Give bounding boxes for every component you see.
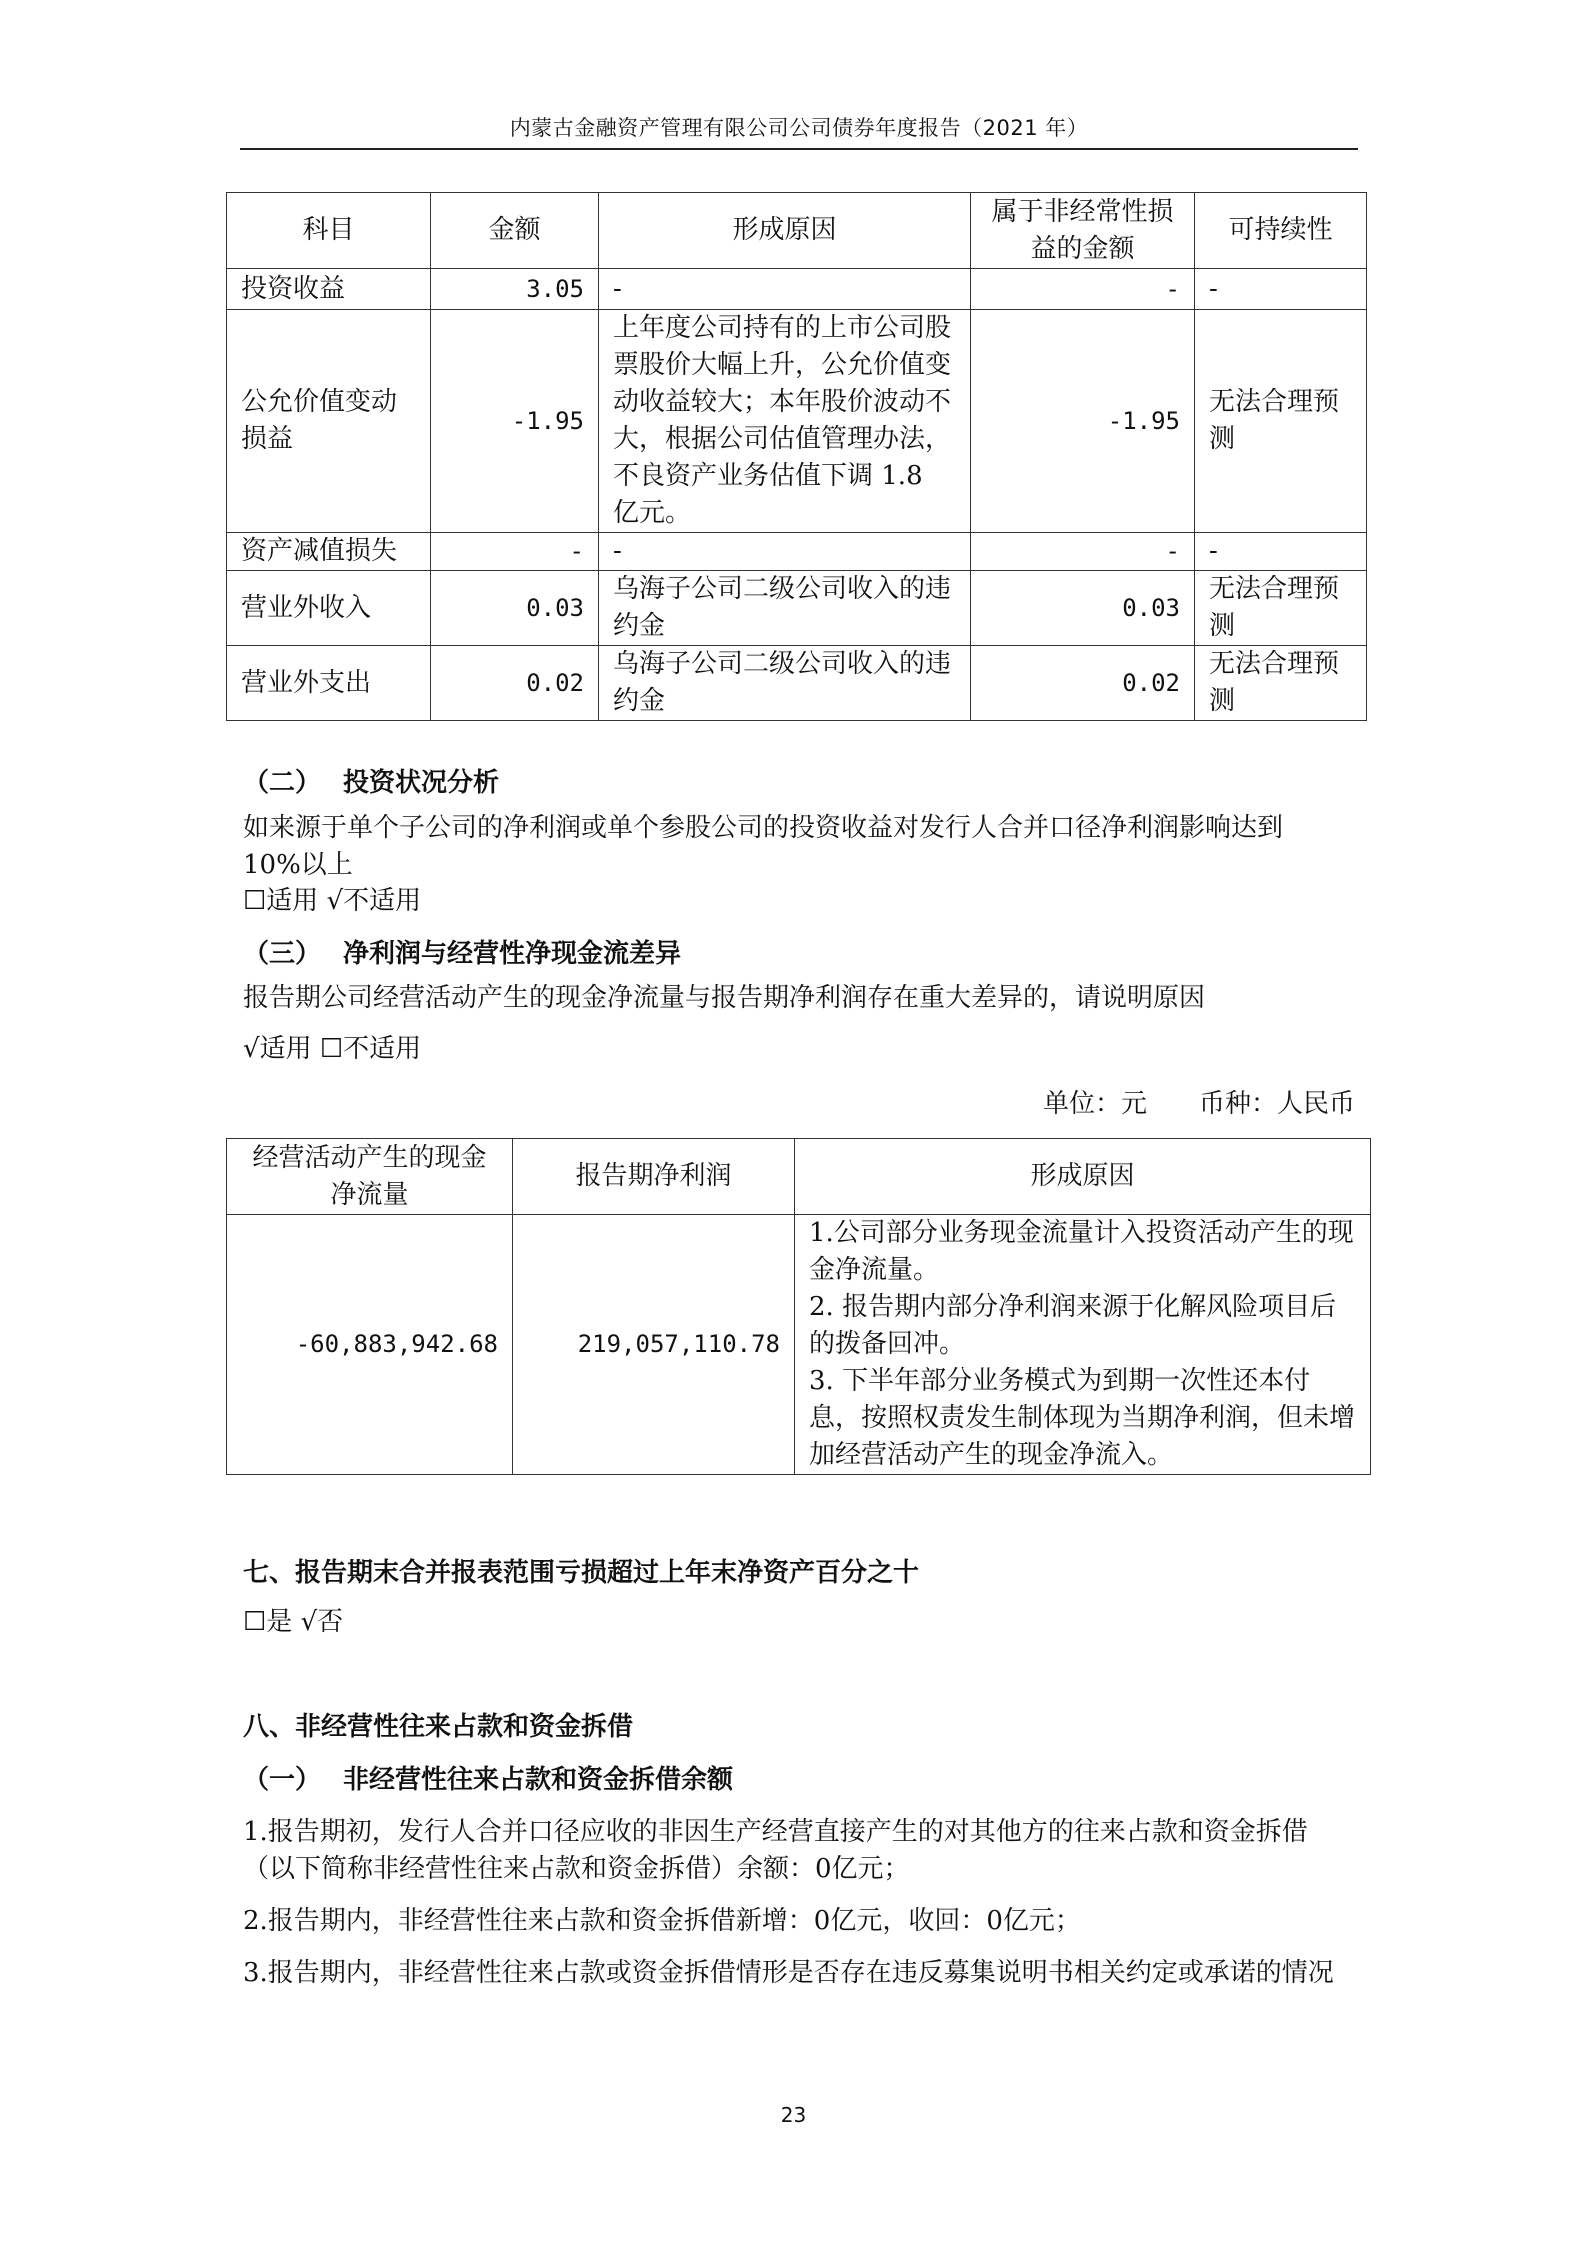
unit-currency-note: 单位：元 币种：人民币 [1042,1089,1355,1119]
section-title: 非经营性往来占款和资金拆借余额 [343,1765,734,1795]
cell-nonrecurring: - [971,269,1195,310]
cell-nonrecurring: 0.02 [971,646,1195,721]
cell-net-profit: 219,057,110.78 [513,1215,795,1475]
section-label: （二） [243,768,322,798]
reason-item: 1.公司部分业务现金流量计入投资活动产生的现金净流量。 [809,1218,1354,1285]
cell-sustainability: 无法合理预测 [1195,646,1367,721]
cell-sustainability: 无法合理预测 [1195,571,1367,646]
table-header-row [227,1139,1371,1215]
section-heading-investment [243,765,1343,802]
column-header: 科目 [227,193,431,269]
cell-amount: -1.95 [431,310,599,533]
cell-cashflow: -60,883,942.68 [227,1215,513,1475]
section-label: （三） [243,939,322,969]
cell-amount: 0.03 [431,571,599,646]
table-row [227,646,1367,721]
table-header-row [227,193,1367,269]
table-row [227,1215,1371,1475]
cell-item: 投资收益 [227,269,431,310]
column-header: 报告期净利润 [513,1139,795,1215]
cell-sustainability: 无法合理预测 [1195,310,1367,533]
section8-heading: 八、非经营性往来占款和资金拆借 [243,1712,634,1742]
section8-item-3: 3.报告期内，非经营性往来占款或资金拆借情形是否存在违反募集说明书相关约定或承诺的情况 [243,1958,1334,1988]
section-label: （一） [243,1765,322,1795]
cell-amount: 0.02 [431,646,599,721]
cell-reason: 乌海子公司二级公司收入的违约金 [599,646,971,721]
cell-reasons [795,1215,1371,1475]
section8-item-2: 2.报告期内，非经营性往来占款和资金拆借新增：0亿元，收回：0亿元； [243,1906,1081,1936]
document-header: 内蒙古金融资产管理有限公司公司债券年度报告（2021 年） [509,116,1089,140]
cell-reason: - [599,533,971,571]
cell-sustainability: - [1195,269,1367,310]
cell-amount: 3.05 [431,269,599,310]
cell-item: 公允价值变动损益 [227,310,431,533]
cell-reason: 乌海子公司二级公司收入的违约金 [599,571,971,646]
header-divider [240,148,1358,150]
column-header: 金额 [431,193,599,269]
section8-item-1: 1.报告期初，发行人合并口径应收的非因生产经营直接产生的对其他方的往来占款和资金拆借（以下简称非经营性往来占款和资金拆借）余额：0亿元； [243,1817,1308,1884]
cell-nonrecurring: - [971,533,1195,571]
cell-item: 营业外支出 [227,646,431,721]
cell-item: 资产减值损失 [227,533,431,571]
section8-subheading [243,1762,1343,1799]
cashflow-table [226,1138,1371,1475]
cell-reason: 上年度公司持有的上市公司股票股价大幅上升，公允价值变动收益较大；本年股价波动不大，根据公司估值管理办法，不良资产业务估值下调 1.8 亿元。 [599,310,971,533]
column-header: 可持续性 [1195,193,1367,269]
cell-sustainability: - [1195,533,1367,571]
table-row [227,571,1367,646]
cell-nonrecurring: 0.03 [971,571,1195,646]
section-title: 投资状况分析 [343,768,500,798]
section7-heading: 七、报告期末合并报表范围亏损超过上年末净资产百分之十 [243,1558,920,1588]
cell-item: 营业外收入 [227,571,431,646]
reason-item: 3. 下半年部分业务模式为到期一次性还本付息，按照权责发生制体现为当期净利润，但未增加经营活动产生的现金净流入。 [809,1366,1356,1470]
section7-option: ☐是 √否 [243,1607,344,1637]
reason-item: 2. 报告期内部分净利润来源于化解风险项目后的拨备回冲。 [809,1292,1337,1359]
section-heading-cashflow [243,936,1343,973]
cell-reason: - [599,269,971,310]
cashflow-applicability: √适用 ☐不适用 [243,1034,422,1064]
investment-applicability: ☐适用 √不适用 [243,886,422,916]
profit-items-table [226,192,1367,721]
cashflow-description: 报告期公司经营活动产生的现金净流量与报告期净利润存在重大差异的，请说明原因 [243,983,1206,1013]
cell-nonrecurring: -1.95 [971,310,1195,533]
column-header: 形成原因 [599,193,971,269]
section-title: 净利润与经营性净现金流差异 [343,939,682,969]
column-header: 经营活动产生的现金净流量 [227,1139,513,1215]
table-row [227,533,1367,571]
investment-description: 如来源于单个子公司的净利润或单个参股公司的投资收益对发行人合并口径净利润影响达到 10%以上 [243,813,1284,880]
column-header: 属于非经常性损益的金额 [971,193,1195,269]
table-row [227,310,1367,533]
cell-amount: - [431,533,599,571]
page-number: 23 [780,2103,807,2127]
table-row [227,269,1367,310]
column-header: 形成原因 [795,1139,1371,1215]
